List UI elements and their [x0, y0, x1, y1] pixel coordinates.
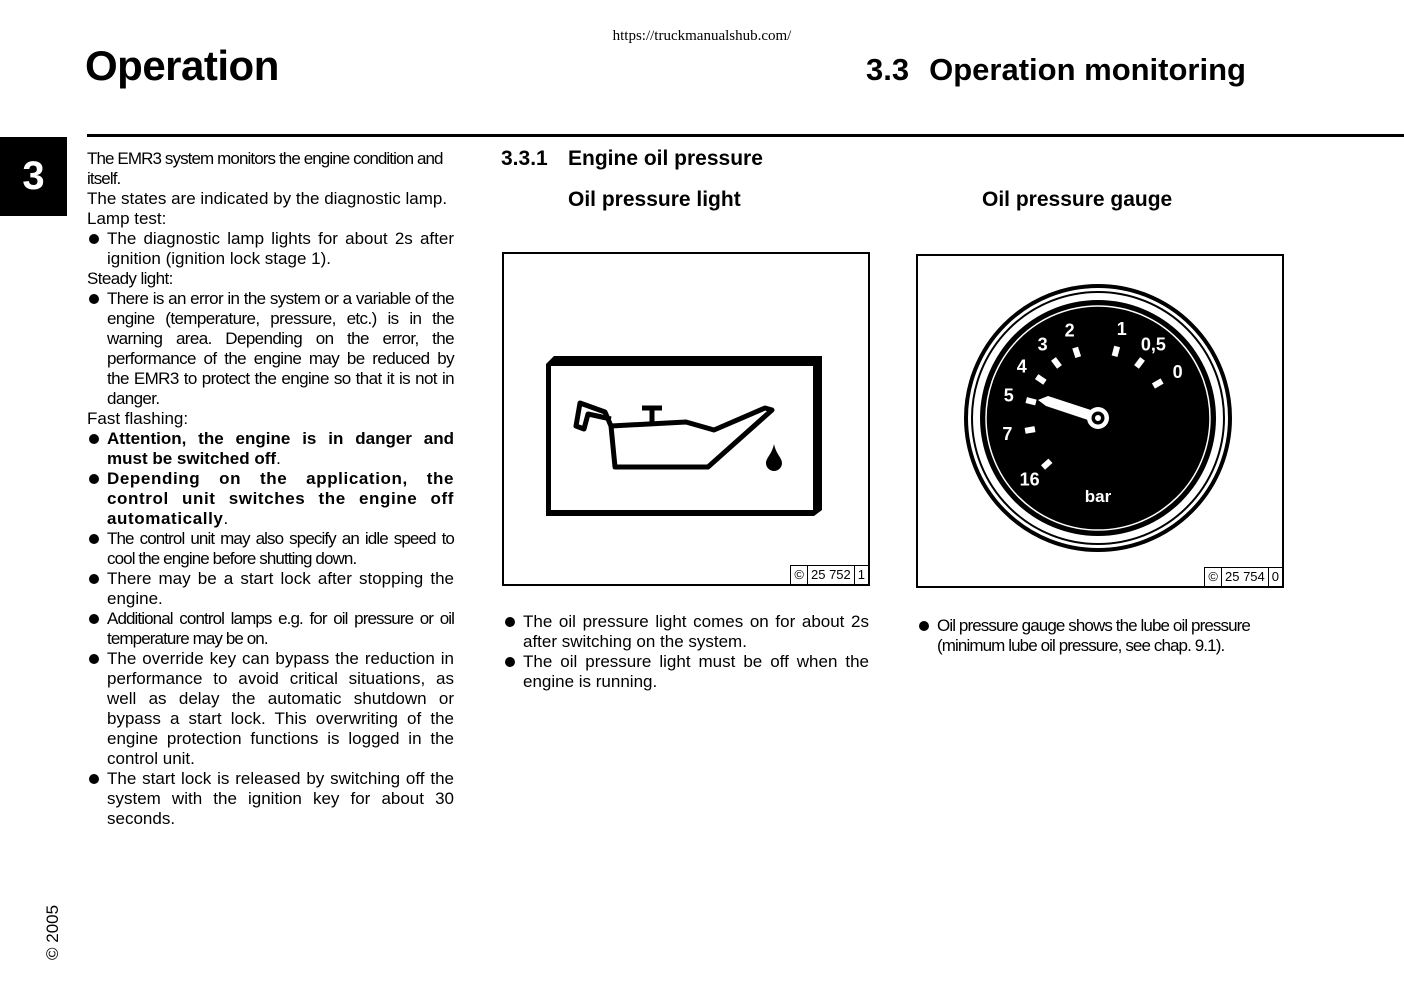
- oil-light-heading: Oil pressure light: [568, 188, 741, 211]
- figure-reference: [1204, 567, 1282, 586]
- oil-light-notes: [503, 612, 869, 692]
- oil-light-note-2: The oil pressure light must be off when the engine is running.: [523, 652, 869, 691]
- bullet-icon: [89, 534, 99, 544]
- figure-index: 0: [1271, 569, 1279, 584]
- bullet-icon: [89, 234, 99, 244]
- gauge-scale-label: 4: [1016, 356, 1027, 377]
- intro-paragraph-2: The states are indicated by the diagnostic lamp.: [87, 189, 448, 208]
- list-item: [87, 289, 454, 409]
- list-item: [503, 612, 869, 652]
- header-rule: [87, 134, 1404, 137]
- bullet-icon: [89, 574, 99, 584]
- gauge-scale-label: 0,5: [1140, 334, 1166, 355]
- oil-light-note-1: The oil pressure light comes on for about 2s after switching on the system.: [523, 612, 869, 651]
- list-item: [87, 569, 454, 609]
- gauge-scale-label: 5: [1003, 385, 1014, 406]
- bullet-icon: [89, 774, 99, 784]
- gauge-unit-label: bar: [1084, 487, 1112, 506]
- bullet-icon: [89, 434, 99, 444]
- warning-text-1: Attention, the engine is in danger and must be switched off: [107, 429, 454, 468]
- source-url: https://truckmanualshub.com/: [612, 28, 792, 44]
- oil-gauge-heading: Oil pressure gauge: [982, 188, 1173, 211]
- list-item: [87, 469, 454, 529]
- gauge-scale-label: 2: [1064, 320, 1075, 341]
- lamp-test-label: Lamp test:: [87, 209, 167, 228]
- oil-gauge-note-1: Oil pressure gauge shows the lube oil pressure (minimum lube oil pressure, see chap. 9.1).: [937, 616, 1250, 655]
- list-item: [87, 529, 454, 569]
- subsection-number: 3.3.1: [501, 147, 548, 170]
- list-item: [87, 429, 454, 469]
- bullet-icon: [505, 657, 515, 667]
- gauge-scale-label: 16: [1019, 469, 1040, 490]
- list-item: [87, 649, 454, 769]
- gauge-scale-label: 1: [1116, 319, 1127, 340]
- oil-gauge-notes: [917, 616, 1283, 656]
- chapter-title: Operation: [85, 42, 279, 89]
- gauge-scale-label: 3: [1037, 334, 1048, 355]
- start-lock-text: There may be a start lock after stopping the engine.: [107, 569, 454, 608]
- gauge-tick: [1026, 400, 1036, 402]
- gauge-scale-label: 0: [1172, 362, 1183, 382]
- idle-speed-text: The control unit may also specify an idle speed to cool the engine before shutting down.: [107, 529, 454, 568]
- figure-index: 1: [857, 567, 865, 582]
- section-title: [866, 52, 1246, 88]
- list-item: [87, 609, 454, 649]
- fast-label: Fast flashing:: [87, 409, 189, 428]
- lamp-test-text: The diagnostic lamp lights for about 2s after ignition (ignition lock stage 1).: [107, 229, 454, 268]
- section-number: 3.3: [866, 52, 910, 87]
- oil-can-icon: [504, 254, 868, 584]
- start-lock-release-text: The start lock is released by switching off the system with the ignition key for about 30 seconds.: [107, 769, 454, 828]
- oil-pressure-gauge-icon: [918, 256, 1282, 586]
- gauge-scale-label: 7: [1002, 423, 1013, 444]
- list-item: [87, 769, 454, 829]
- control-lamps-text: Additional control lamps e.g. for oil pressure or oil temperature may be on.: [107, 609, 454, 648]
- figure-number: 25 754: [1222, 568, 1269, 586]
- figure-reference: [790, 565, 868, 584]
- copyright-mark: ©: [791, 566, 808, 584]
- oil-gauge-figure: [916, 254, 1284, 588]
- left-column: [87, 149, 454, 829]
- steady-text: There is an error in the system or a variable of the engine (temperature, pressure, etc.) is in the warning area. Depending on the error, the performance of the engine may be reduced by the EMR3 to protect the engine so that it is not in danger.: [107, 289, 454, 408]
- bullet-icon: [89, 294, 99, 304]
- copyright-mark: ©: [1205, 568, 1222, 586]
- list-item: [87, 229, 454, 269]
- chapter-tab: 3: [0, 137, 67, 216]
- bullet-icon: [89, 654, 99, 664]
- section-title-text: Operation monitoring: [929, 52, 1246, 87]
- bullet-icon: [89, 474, 99, 484]
- gauge-tick: [1075, 348, 1078, 358]
- gauge-tick: [1115, 347, 1118, 357]
- steady-label: Steady light:: [87, 269, 173, 288]
- intro-paragraph-1: The EMR3 system monitors the engine condition and itself.: [87, 149, 443, 188]
- warning-text-2-end: .: [223, 509, 229, 528]
- bullet-icon: [505, 617, 515, 627]
- warning-text-2: Depending on the application, the control unit switches the engine off automatically: [107, 469, 454, 528]
- oil-light-figure: [502, 252, 870, 586]
- subsection-title: Engine oil pressure: [568, 147, 763, 170]
- gauge-tick: [1025, 429, 1035, 431]
- warning-text-1-end: .: [276, 449, 281, 468]
- bullet-icon: [89, 614, 99, 624]
- figure-number: 25 752: [808, 566, 855, 584]
- list-item: [917, 616, 1283, 656]
- list-item: [503, 652, 869, 692]
- override-key-text: The override key can bypass the reduction in performance to avoid critical situations, as well as delay the automatic shutdown or bypass a start lock. This overwriting of the engine protection functions is logged in the control unit.: [107, 649, 454, 768]
- copyright-vertical: © 2005: [43, 904, 62, 960]
- bullet-icon: [919, 621, 929, 631]
